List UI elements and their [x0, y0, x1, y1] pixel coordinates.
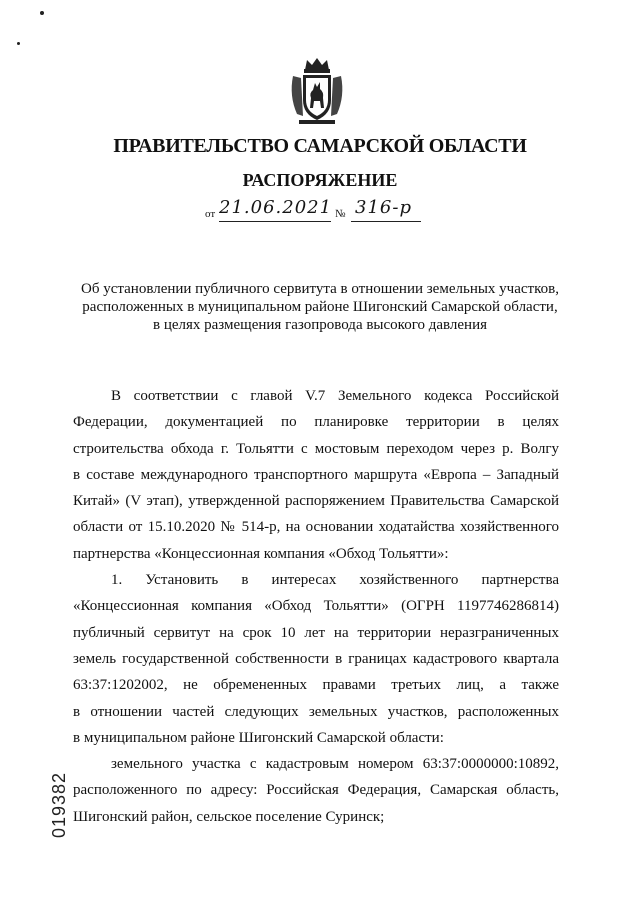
body-line: в составе международного транспортного маршрута «Европа – Западный	[73, 466, 559, 483]
scan-speck	[17, 42, 20, 45]
coat-of-arms-icon	[287, 56, 347, 128]
order-date: 21.06.2021	[219, 197, 333, 218]
body-line: земель государственной собственности в границах кадастрового квартала	[73, 650, 559, 667]
body-line: партнерства «Концессионная компания «Обход Тольятти»:	[73, 545, 449, 562]
body-line: области от 15.10.2020 № 514-р, на основании ходатайства хозяйственного	[73, 519, 559, 536]
subject-line: Об установлении публичного сервитута в отношении земельных участков,	[81, 281, 559, 297]
order-date-number	[205, 198, 445, 228]
body-line: 1. Установить в интересах хозяйственного партнерства	[111, 572, 559, 589]
body-line: публичный сервитут на срок 10 лет на территории неразграниченных	[73, 624, 559, 641]
body-line: «Концессионная компания «Обход Тольятти» (ОГРН 1197746286814)	[73, 598, 559, 615]
number-underline	[351, 221, 421, 222]
government-title: ПРАВИТЕЛЬСТВО САМАРСКОЙ ОБЛАСТИ	[113, 135, 527, 157]
body-line: Шигонский район, сельское поселение Суринск;	[73, 808, 385, 825]
scan-speck	[40, 11, 44, 15]
body-line: В соответствии с главой V.7 Земельного кодекса Российской	[111, 388, 559, 404]
body-line: Федерации, документацией по планировке территории в целях	[73, 414, 559, 431]
document-type: РАСПОРЯЖЕНИЕ	[242, 170, 398, 190]
body-line: 63:37:1202002, не обремененных правами третьих лиц, а также	[73, 677, 559, 694]
body-line: земельного участка с кадастровым номером 63:37:0000000:10892,	[111, 756, 559, 773]
body-line: строительства обхода г. Тольятти с мостовым переходом через р. Волгу	[73, 440, 559, 457]
date-prefix: от	[205, 208, 216, 220]
registration-stamp: 019382	[49, 771, 69, 838]
subject-line: расположенных в муниципальном районе Шигонский Самарской области,	[82, 299, 558, 315]
body-line: расположенного по адресу: Российская Федерация, Самарская область,	[73, 782, 559, 799]
number-prefix: №	[335, 208, 346, 220]
document-body	[73, 383, 559, 830]
body-line: Китай» (V этап), утвержденной распоряжением Правительства Самарской	[73, 493, 559, 510]
document-subject	[60, 280, 580, 334]
order-number: 316-р	[355, 197, 412, 218]
date-underline	[219, 221, 331, 222]
body-line: в отношении частей следующих земельных участков, расположенных	[73, 703, 559, 720]
subject-line: в целях размещения газопровода высокого давления	[153, 317, 487, 333]
body-line: в муниципальном районе Шигонский Самарской области:	[73, 729, 444, 746]
